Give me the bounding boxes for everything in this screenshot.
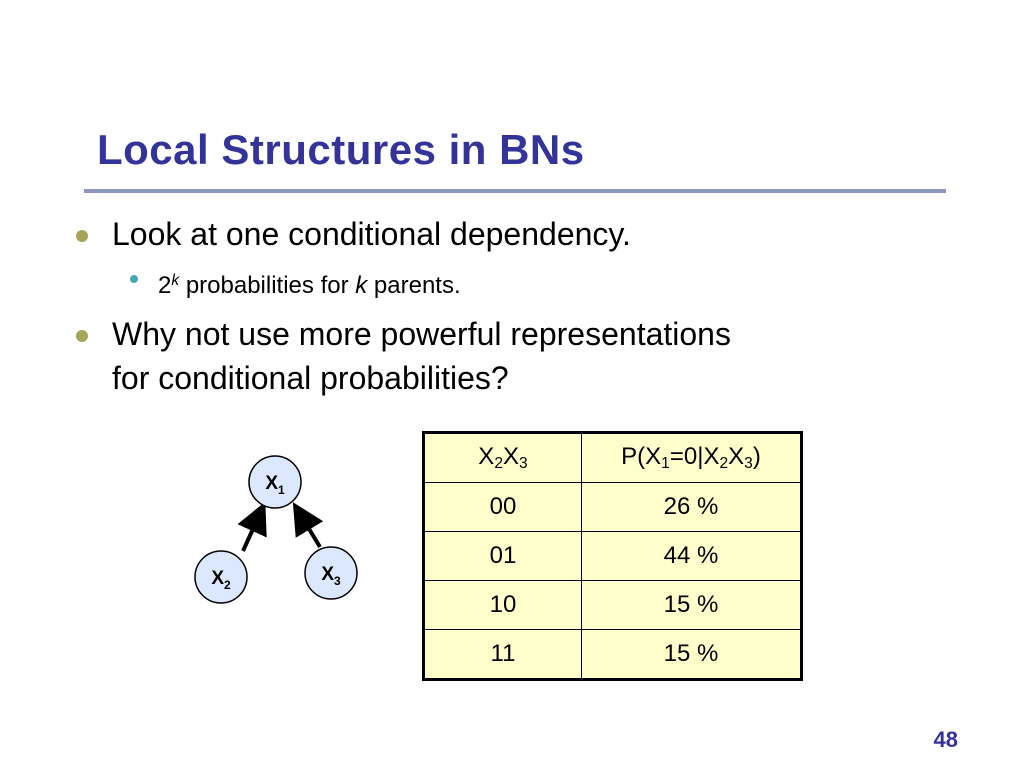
node-x1 [249, 456, 301, 508]
table-cell-key: 00 [424, 483, 582, 532]
sub-bullet-var: k [355, 272, 368, 299]
bullet-2 [112, 312, 731, 400]
slide-title: Local Structures in BNs [97, 126, 585, 173]
sub-bullet-exponent: k [171, 272, 180, 289]
table-cell-key: 10 [424, 581, 582, 630]
sub-bullet-1 [158, 266, 461, 301]
bullet-1-text: Look at one conditional dependency. [112, 216, 631, 252]
table-row [424, 630, 802, 680]
table-row [424, 581, 802, 630]
sub-bullet-dot [130, 275, 138, 283]
table-header-parents: $X_2X_3$ [424, 433, 582, 483]
edge-x2-x1 [243, 509, 262, 551]
bayes-net-diagram [180, 440, 380, 620]
svg-text:X3: $X_3$ [321, 564, 341, 588]
bullet-2-line-2: for conditional probabilities? [112, 360, 509, 396]
svg-text:X2: $X_2$ [211, 568, 231, 592]
table-cell-value: 44 % [582, 532, 802, 581]
bullet-dot [76, 330, 88, 342]
sub-bullet-base: 2 [158, 272, 172, 299]
table-cell-value: 26 % [582, 483, 802, 532]
bullet-1 [112, 212, 631, 256]
bullet-2-line-1: Why not use more powerful representations [112, 316, 731, 352]
conditional-probability-table [422, 431, 803, 681]
page-number: 48 [933, 727, 958, 752]
svg-text:X1: $X_1$ [265, 473, 285, 497]
table-cell-value: 15 % [582, 630, 802, 680]
title-divider [84, 189, 946, 193]
edge-x3-x1 [297, 509, 320, 547]
table-row [424, 483, 802, 532]
table-cell-key: 01 [424, 532, 582, 581]
table-cell-key: 11 [424, 630, 582, 680]
node-x3 [305, 547, 357, 599]
table-row [424, 532, 802, 581]
table-cell-value: 15 % [582, 581, 802, 630]
sub-bullet-tail: parents. [367, 272, 461, 299]
node-x2 [195, 551, 247, 603]
sub-bullet-text: probabilities for [179, 272, 356, 299]
table-header-probability: $P(X_1=0|X_2X_3)$ [582, 433, 802, 483]
table-header-row [424, 433, 802, 483]
bullet-dot [76, 230, 88, 242]
